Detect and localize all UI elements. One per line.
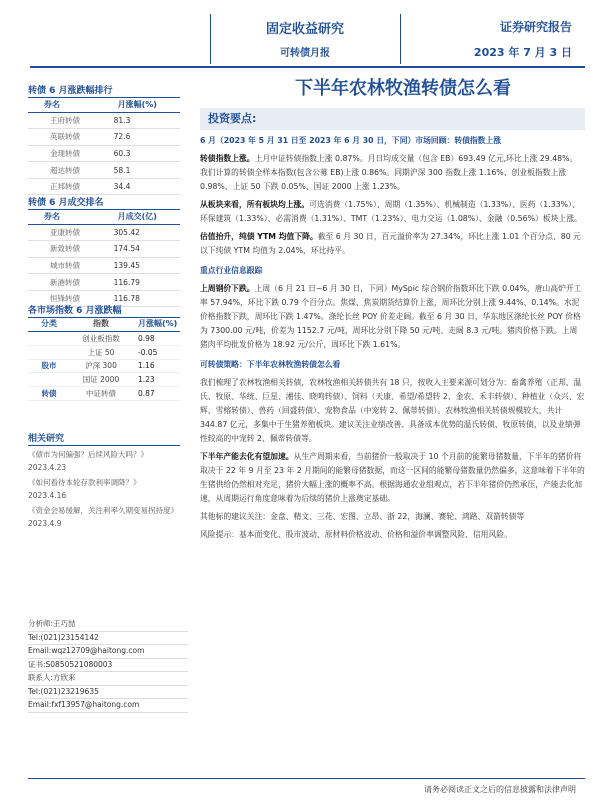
table-row — [28, 360, 180, 374]
paragraph: 其他标的建议关注：金盘、精文、三花、宏图、立昂、浙 22，海澜、赛轮、鸿路、双箭转债等 — [200, 512, 525, 521]
ranking-table-title: 转债 6 月涨跌幅排行 — [28, 84, 180, 98]
market-review-heading: 6 月（2023 年 5 月 31 日至 2023 年 6 月 30 日，下同）市场回顾：转债指数上涨 — [200, 136, 502, 145]
report-subtype: 可转债月报 — [280, 48, 330, 59]
table-row — [28, 373, 180, 387]
header-rule — [30, 66, 585, 68]
footer-disclaimer: 请务必阅读正文之后的信息披露和法律声明 — [424, 785, 576, 794]
index-value: 1.16 — [138, 361, 155, 371]
volume-table-section — [28, 196, 180, 307]
bond-name: 新致转债 — [28, 241, 102, 258]
page-title: 下半年农林牧渔转债怎么看 — [295, 78, 511, 99]
report-category: 证券研究报告 — [499, 20, 572, 34]
col-header: 月涨幅(%) — [102, 98, 180, 112]
index-name: 创业板指数 — [82, 333, 120, 343]
header-divider-left — [210, 14, 211, 64]
contact-email[interactable]: Email:fxf13957@haitong.com — [28, 699, 188, 713]
analyst-contacts — [28, 618, 188, 713]
index-value: 0.98 — [138, 333, 155, 343]
bond-value: 58.1 — [102, 162, 180, 179]
col-header: 券名 — [28, 98, 102, 112]
paragraph — [200, 230, 585, 258]
category: 转债 — [41, 389, 57, 399]
ranking-table-section — [28, 84, 180, 195]
main-content — [200, 108, 585, 542]
bond-name: 亚康转债 — [28, 224, 102, 241]
index-name: 上证 50 — [87, 347, 115, 357]
table-row — [28, 241, 180, 258]
para-lead: 估值抬升，纯债 YTM 均值下降。 — [200, 232, 318, 241]
paragraph — [200, 152, 585, 194]
table-row — [28, 346, 180, 360]
related-link[interactable]: 《债市为何偏强？后续风险大吗？》 2023.4.23 — [28, 450, 148, 472]
table-row — [28, 387, 180, 401]
bond-name: 恒锋转债 — [28, 290, 102, 307]
table-row — [28, 274, 180, 291]
table-row — [28, 257, 180, 274]
table-row — [28, 162, 180, 179]
paragraph — [200, 450, 585, 506]
col-header: 券名 — [28, 210, 102, 224]
bond-value: 174.54 — [102, 241, 180, 258]
col-header: 指数 — [93, 319, 109, 328]
para-text: 上月中证转债指数上涨 0.87%。月日均成交量（包含 EB）693.49 亿元,环比上涨 29.48%。我们计算的转债全样本指数(包含公募 EB)上涨 0.86%。同期沪深 300 指数上涨 1.16%、创业板指数上涨 0.98%、上证 50 下跌 0.05%、国证 2000 上涨 1.23%。 — [200, 154, 578, 191]
header-divider-right — [400, 14, 401, 64]
index-name: 国证 2000 — [82, 375, 120, 385]
bond-value: 72.6 — [102, 129, 180, 146]
analyst-email[interactable]: Email:wqz12709@haitong.com — [28, 645, 188, 659]
index-table-header — [28, 318, 180, 332]
report-date: 2023 年 7 月 3 日 — [473, 46, 572, 59]
contact-tel: Tel:(021)23219635 — [28, 686, 188, 700]
bond-name: 王府转债 — [28, 112, 102, 129]
col-header: 分类 — [41, 319, 57, 328]
para-lead: 转债指数上涨。 — [200, 154, 255, 163]
index-name: 沪深 300 — [85, 361, 117, 371]
key-points-heading: 投资要点: — [200, 108, 585, 130]
bond-value: 81.3 — [102, 112, 180, 129]
report-type: 固定收益研究 — [265, 22, 344, 37]
contact-name: 联系人:方欣来 — [28, 672, 188, 686]
para-lead: 上周钢价下跌。 — [200, 284, 255, 293]
table-row — [28, 112, 180, 129]
index-value: 0.87 — [138, 389, 155, 399]
volume-table-title: 转债 6 月成交排名 — [28, 196, 180, 210]
index-table-title: 各市场指数 6 月涨跌幅 — [28, 304, 180, 318]
col-header: 月成交(亿) — [102, 210, 180, 224]
bond-value: 116.78 — [102, 290, 180, 307]
table-row — [28, 178, 180, 195]
category: 股市 — [41, 361, 57, 371]
bond-name: 超达转债 — [28, 162, 102, 179]
table-row — [28, 224, 180, 241]
bond-name: 英联转债 — [28, 129, 102, 146]
paragraph — [200, 198, 585, 226]
index-table — [28, 318, 180, 401]
related-research — [28, 432, 180, 530]
paragraph — [200, 282, 585, 352]
bond-name: 城市转债 — [28, 257, 102, 274]
bond-name: 新港转债 — [28, 274, 102, 291]
related-link[interactable]: 《资金会易缓解，关注利率久期变易拐持度》 2023.4.9 — [28, 506, 178, 528]
volume-table — [28, 210, 180, 307]
para-text: 截至 6 月 30 日，百元溢价率为 27.34%，环比上涨 1.01 个百分点、80 元以下纯债 YTM 均值为 2.04%，环比持平。 — [200, 232, 581, 255]
paragraph: 我们梳理了农林牧渔相关转债，农林牧渔相关转债共有 18 只，按收入主要来源可划分为：畜禽养殖（正邦、温氏、牧原、华统、巨星、湘佳、晓鸣转债）、饲料（天康、希望/希望转 2、金农、禾丰转债）、种植业（众兴、宏辉、雪榕转债）、兽药（回盛转债）、宠物食品（中宠转 2、佩蒂转债）。农林牧渔相关转债规模较大，共计 344.87 亿元，多集中于生猪养殖板块。建议关注业绩改善、具备成本优势的温氏转债、牧原转债，以及业绩弹性较高的中宠转 2、佩蒂转债等。 — [200, 378, 585, 443]
related-link[interactable]: 《如何看待本轮存款利率调降？》 2023.4.16 — [28, 478, 141, 500]
bond-value: 139.45 — [102, 257, 180, 274]
bond-name: 金现转债 — [28, 145, 102, 162]
strategy-heading: 可转债策略：下半年农林牧渔转债怎么看 — [200, 360, 341, 369]
para-lead: 下半年产能去化有望加速。 — [200, 452, 294, 461]
bond-name: 正邦转债 — [28, 178, 102, 195]
bond-value: 60.3 — [102, 145, 180, 162]
risk-warning: 风险提示：基本面变化、股市波动、原材料价格波动、价格和溢价率调整风险、信用风险。 — [200, 530, 512, 539]
col-header: 月涨幅(%) — [138, 319, 178, 328]
ranking-table — [28, 98, 180, 195]
table-row — [28, 145, 180, 162]
bond-value: 34.4 — [102, 178, 180, 195]
industry-heading: 重点行业信息跟踪 — [200, 266, 263, 275]
para-text: 上周（6 月 21 日~6 月 30 日，下同）MySpic 综合钢价指数环比下跌 0.04%，唐山高炉开工率 57.94%，环比下跌 0.79 个百分点。焦煤、焦炭期货结算价上涨，周环比分别上涨 9.44%、0.14%。水泥价格指数下跌，周环比下跌 1.47%。涤纶长丝 POY 价差走阔。截至 6 月 30 日，华东地区涤纶长丝 POY 价格为 7300.00 元/吨，价差为 1152.7 元/吨，周环比分别下降 50 元/吨、走阔 8.3 元/吨。猪肉价格下跌。上周猪肉平均批发价格为 18.92 元/公斤，周环比下跌 1.61%。 — [200, 284, 582, 349]
bond-value: 116.79 — [102, 274, 180, 291]
analyst-cert: 证书:S0850521080003 — [28, 659, 188, 673]
related-title: 相关研究 — [28, 432, 180, 446]
index-name: 中证转债 — [86, 389, 116, 399]
bond-value: 305.42 — [102, 224, 180, 241]
para-text: 可选消费（1.75%）、周期（1.35%）、机械制造（1.33%）、医药（1.33%）、环保建筑（1.33%）、必需消费（1.31%）、TMT（1.23%）、电力交运（1.08%）、金融（0.56%）板块上涨。 — [200, 200, 582, 223]
table-row — [28, 129, 180, 146]
index-value: -0.05 — [138, 347, 158, 357]
footer-rule — [28, 778, 585, 779]
index-table-section — [28, 304, 180, 318]
table-row — [28, 332, 180, 346]
analyst-name: 分析师:王巧喆 — [28, 618, 188, 632]
para-text: 从生产周期来看，当前猪价一般取决于 10 个月前的能繁母猪数量，下半年的猪价将取决于 22 年 9 月至 23 年 2 月期间的能繁母猪数据，而这一区间的能繁母猪数量仍然偏多，这意味着下半年的生猪供给仍然相对充足，猪价大幅上涨的概率不高。根据海通农业组观点，若下半年猪价仍然承压，产能去化加速，从周期运行角度意味着为后续的猪价上涨奠定基础。 — [200, 452, 585, 503]
analyst-tel: Tel:(021)23154142 — [28, 632, 188, 646]
index-value: 1.23 — [138, 375, 155, 385]
para-lead: 从板块来看，所有板块均上涨。 — [200, 200, 310, 209]
